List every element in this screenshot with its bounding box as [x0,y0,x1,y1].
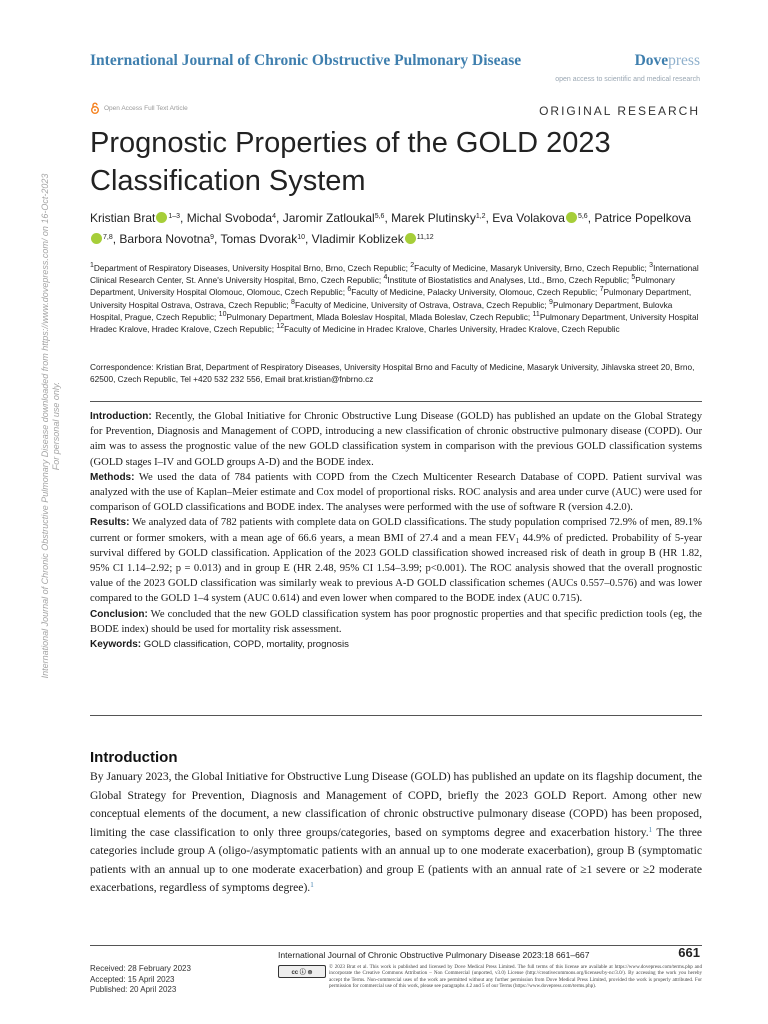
keywords-text: GOLD classification, COPD, mortality, prognosis [141,639,349,651]
author-affiliation-marker: 1–3 [168,213,181,220]
open-access-text: Open Access Full Text Article [104,104,188,112]
introduction-heading: Introduction [90,749,178,766]
download-side-note [40,146,62,706]
author-separator: , [485,211,493,225]
side-note-line-2: For personal use only. [51,381,61,471]
fev-subscript: 1 [515,536,520,545]
affiliation-number: 8 [291,298,295,306]
open-access-label[interactable] [90,102,188,114]
affiliation-text: Faculty of Medicine, Masaryk University, Brno, Czech Republic; [414,263,650,273]
reference-link[interactable]: 1 [648,825,653,834]
author-affiliation-marker: 5,6 [374,213,385,220]
author-name: Michal Svoboda [186,211,273,225]
article-title: Prognostic Properties of the GOLD 2023 Classification System [90,127,611,197]
abstract-results-text: We analyzed data of 782 patients with complete data on GOLD classifications. The study population comprised 72.9% of men, 89.1% current or former smokers, with a mean age of 66.6 years, a mean BMI of 27.4 and a mean FEV [90,517,702,544]
author-separator: , [587,211,595,225]
affiliation-number: 4 [383,274,388,282]
affiliation-number: 10 [218,310,227,318]
journal-title[interactable]: International Journal of Chronic Obstructive Pulmonary Disease [90,52,522,69]
abstract-introduction-label: Introduction: [90,411,152,422]
brand-press: press [668,52,700,69]
abstract-introduction-text: Recently, the Global Initiative for Chronic Obstructive Lung Disease (GOLD) has published an update on the Global Strategy for Prevention, Diagnosis and Management of COPD, introducing a new classification of chronic obstructive pulmonary disease (COPD). Our aim was to assess the prognostic value of the new GOLD classification system in comparison with the previous GOLD classification systems (GOLD stages I–IV and GOLD groups A-D) and the BODE index. [90,411,702,468]
author-name: Barbora Novotna [119,232,211,246]
author-separator: , [276,211,283,225]
orcid-icon[interactable] [91,233,102,244]
affiliation-number: 2 [410,262,415,269]
open-access-icon [90,102,100,114]
author-separator: , [384,211,392,225]
author-list [90,208,700,250]
affiliation-text: Pulmonary Department, University Hospital Hradec Kralove, Hradec Kralove, Czech Republic; [90,311,699,335]
abstract-conclusion-text: We concluded that the new GOLD classification system has poor prognostic properties and that specific prediction tools (eg, the BODE index) should be used for mortality risk assessment. [90,608,702,635]
author-separator: , [214,232,221,246]
side-note-line-1: International Journal of Chronic Obstructive Pulmonary Disease downloaded from https://www.dovepress.com/ on 16-Oct-2023 [40,173,50,679]
affiliation-text: Pulmonary Department, Mlada Boleslav Hospital, Mlada Boleslav, Czech Republic; [226,311,533,322]
license-text: © 2023 Brat et al. This work is published and licensed by Dove Medical Press Limited. The full terms of this license are available at https://www.dovepress.com/terms.php and incorporate the Creative Commons Attribution – Non Commercial (unported, v3.0) License (http://creativecommons.org/licenses/by-nc/3.0/). By accessing the work you hereby accept the Terms. Non-commercial uses of the work are permitted without any further permission from Dove Medical Press Limited, provided the work is properly attributed. For permission for commercial use of this work, please see paragraphs 4.2 and 5 of our Terms (https://www.dovepress.com/terms.php). [329,964,702,989]
abstract-methods-text: We used the data of 784 patients with COPD from the Czech Multicenter Research Database of COPD. Patient survival was analyzed with the use of Kaplan–Meier estimate and Cox model of proportional risks. ROC analysis and area under curve (AUC) were used for comparison of GOLD classifications and BODE index. The analyses were performed with the use of software R (version 4.2.0). [90,471,702,514]
published-date: Published: 20 April 2023 [90,985,177,994]
author-affiliation-marker: 4 [272,213,277,220]
abstract-bottom-rule [90,715,702,716]
correspondence: Correspondence: Kristian Brat, Department of Respiratory Diseases, University Hospital Brno and Faculty of Medicine, Masaryk University, Jihlavska street 20, Brno, 62500, Czech Republic, Tel +420 532 232 556, Email brat.kristian@fnbrno.cz [90,362,695,385]
author[interactable] [90,211,180,225]
affiliation-text: Department of Respiratory Diseases, University Hospital Brno, Brno, Czech Republic; [93,263,411,273]
abstract-results-text-cont: 44.9% of predicted. Probability of 5-year survival differed by GOLD classification. Application of the 2023 GOLD classification showed increased risk of death in group B (HR 1.82, 95% CI 1.14–2.92; p = 0.013) and in group E (HR 2.48, 95% CI 1.54–3.99; p<0.001). The ROC analysis showed that the overall prognostic value of the 2023 GOLD classification was similarly weak to previous A-D GOLD classification schemes (AUCs 0.557–0.576) and was lower compared to the GOLD 1–4 system (AUC 0.614) and even lower when compared to the BODE index (AUC 0.715). [90,532,702,605]
introduction-paragraph [90,768,702,898]
author[interactable] [119,232,214,246]
affiliation-text: Pulmonary Department, Bulovka Hospital, Prague, Czech Republic; [90,299,673,322]
abstract-methods-label: Methods: [90,471,135,483]
orcid-icon[interactable] [405,233,416,244]
author[interactable] [492,211,587,225]
affiliation-text: Faculty of Medicine, Palacky University, Olomouc, Czech Republic; [351,287,600,298]
introduction-text-2: The three categories include group A (oligo-/asymptomatic patients with an annual up to one moderate exacerbation), group B (symptomatic patients with an annual up to one moderate exacerbation) and group E (patients with an annual rate of ≥1 severe or ≥2 moderate exacerbations, regardless of symptoms degree). [90,825,702,894]
author-affiliation-marker: 10 [297,234,305,241]
author-name: Marek Plutinsky [391,211,476,225]
author-separator: , [304,232,312,246]
affiliation-number: 7 [599,286,604,294]
author-affiliation-marker: 5,6 [577,213,588,220]
author-name: Vladimir Koblizek [311,232,404,246]
author[interactable] [221,232,305,246]
article-dates [90,964,191,996]
author[interactable] [312,232,434,246]
reference-link[interactable]: 1 [310,881,314,889]
cc-license-icon[interactable]: cc ⓘ ⊜ [278,965,326,978]
affiliations [90,262,702,335]
affiliation-text: Pulmonary Department, University Hospital Olomouc, Olomouc, Czech Republic; [90,275,675,298]
affiliation-number: 5 [631,274,636,282]
accepted-date: Accepted: 15 April 2023 [90,974,175,984]
affiliation-text: International Clinical Research Center, St. Anne's University Hospital, Brno, Czech Republic; [90,263,699,286]
affiliation-number: 12 [276,323,285,331]
abstract-conclusion-label: Conclusion: [90,608,148,620]
author-affiliation-marker: 9 [210,234,215,241]
abstract-methods [90,470,702,516]
affiliation-number: 1 [90,262,94,269]
dovepress-logo[interactable] [635,52,700,70]
author[interactable] [283,211,385,225]
author-name: Patrice Popelkova [594,211,692,225]
abstract-results-label: Results: [90,517,130,529]
affiliation-number: 11 [532,310,540,318]
brand-dove: Dove [634,52,669,69]
affiliation-number: 9 [549,298,553,306]
author[interactable] [391,211,485,225]
abstract-keywords [90,637,702,652]
author-separator: , [180,211,187,225]
author-separator: , [112,232,120,246]
page-number: 661 [678,945,700,960]
affiliation-text: Faculty of Medicine, University of Ostrava, Ostrava, Czech Republic; [294,299,550,310]
license-block [278,964,702,989]
affiliation-text: Faculty of Medicine in Hradec Kralove, Charles University, Hradec Kralove, Czech Republic [284,324,620,335]
orcid-icon[interactable] [156,212,167,223]
author-affiliation-marker: 7,8 [103,234,113,241]
abstract-top-rule [90,401,702,402]
article-type: ORIGINAL RESEARCH [539,104,700,118]
footer-citation[interactable]: International Journal of Chronic Obstructive Pulmonary Disease 2023:18 661–667 [278,950,590,960]
brand-tagline: open access to scientific and medical research [555,76,700,83]
abstract-introduction [90,409,702,470]
abstract-conclusion [90,607,702,637]
affiliation-text: Institute of Biostatistics and Analyses, Ltd., Brno, Czech Republic; [387,275,632,286]
affiliation-text: Pulmonary Department, University Hospital Ostrava, Ostrava, Czech Republic; [90,287,692,310]
affiliation-number: 6 [347,286,352,294]
author[interactable] [187,211,276,225]
affiliation-number: 3 [649,262,654,269]
author-name: Eva Volakova [492,211,565,225]
author-name: Kristian Brat [90,211,156,225]
author-name: Tomas Dvorak [220,232,298,246]
author-affiliation-marker: 1,2 [475,213,486,220]
introduction-text-1: By January 2023, the Global Initiative for Obstructive Lung Disease (GOLD) has published an update on its flagship document, the Global Strategy for Prevention, Diagnosis and Management of COPD, briefly the 2023 GOLD Report. Among other new conceptual elements of the document, a new classification of chronic obstructive pulmonary disease (COPD) has been proposed, limiting the case classification to only three groups/categories, based on symptoms degree and exacerbation history. [90,770,702,839]
author-name: Jaromir Zatloukal [282,211,375,225]
orcid-icon[interactable] [566,212,577,223]
received-date: Received: 28 February 2023 [90,964,191,973]
abstract [90,409,702,652]
keywords-label: Keywords: [90,639,142,651]
abstract-results [90,515,702,606]
footer-rule [90,945,702,946]
author-affiliation-marker: 11,12 [416,234,434,241]
